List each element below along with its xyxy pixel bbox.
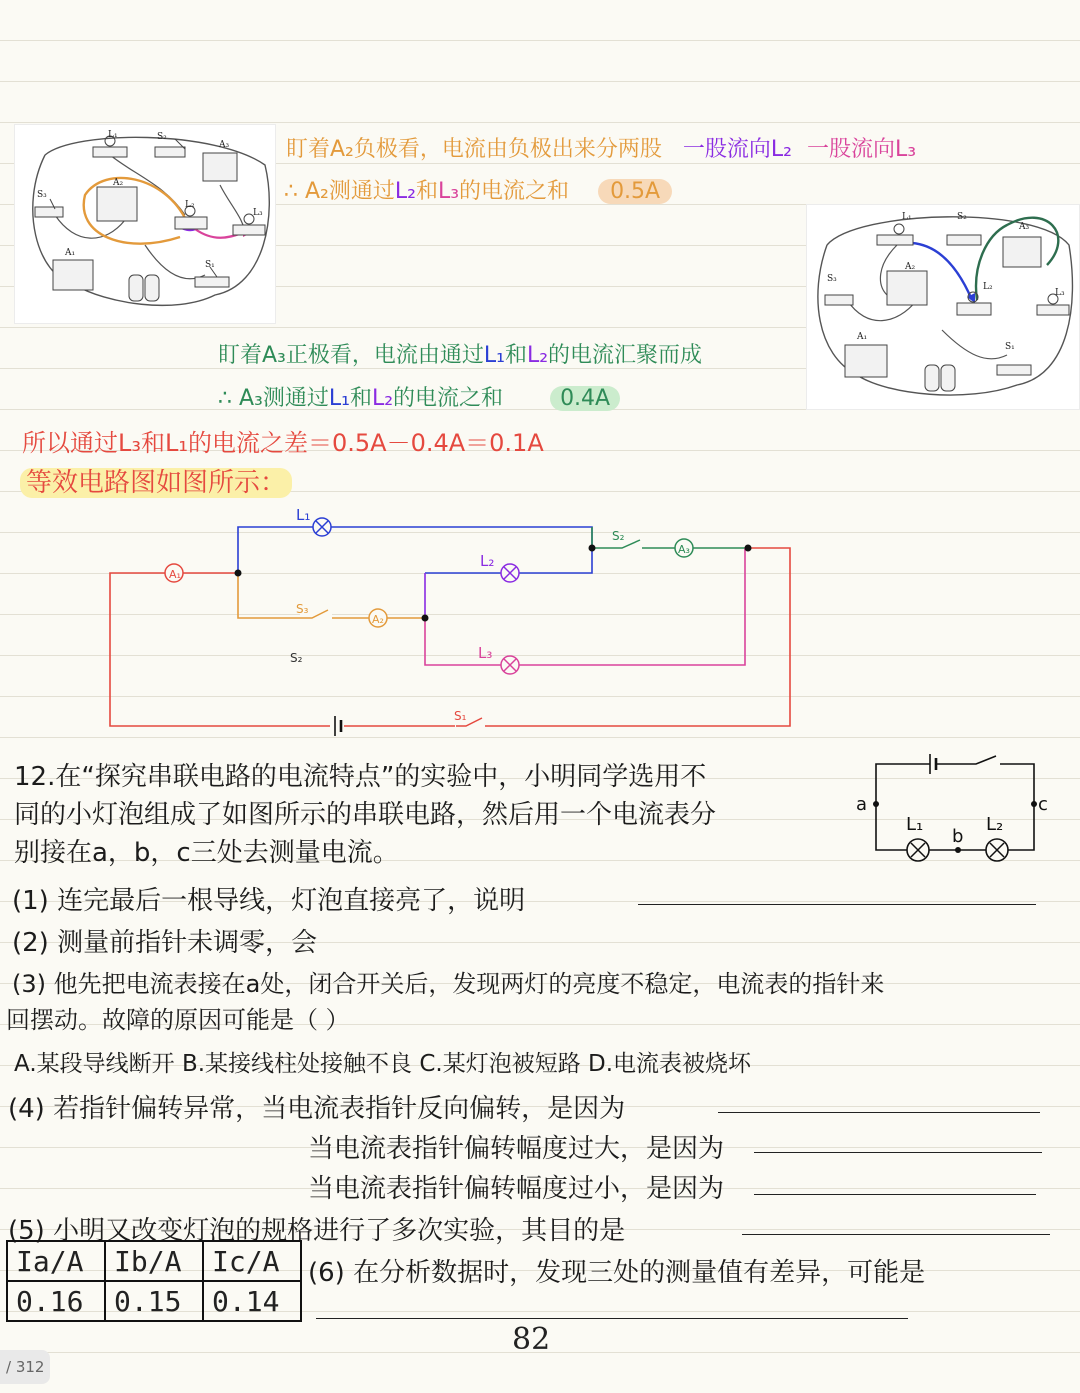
photo-label-s2: S₂ xyxy=(157,132,167,142)
note-a3-positive: 盯着A₃正极看，电流由通过 xyxy=(218,343,484,368)
note-sum: 的电流之和 xyxy=(393,386,504,411)
answer-line-1[interactable] xyxy=(638,904,1036,905)
photo-label-l3: L₃ xyxy=(253,208,263,218)
photo-label-l2: L₂ xyxy=(983,282,993,292)
photo-label-a3: A₃ xyxy=(219,140,230,150)
question-stem-3: 别接在a，b，c三处去测量电流。 xyxy=(14,838,399,868)
answer-line-4b[interactable] xyxy=(754,1152,1042,1153)
note-l2: L₂ xyxy=(394,179,416,204)
question-part-4c: 当电流表指针偏转幅度过小，是因为 xyxy=(308,1174,725,1204)
note-l3: L₃ xyxy=(437,179,460,204)
note-a2-orange: 盯着A₂负极看，电流由负极出来分两股 xyxy=(286,137,662,162)
photo-label-a2: A₂ xyxy=(905,262,916,272)
photo-label-l2: L₂ xyxy=(185,200,195,210)
question-part-6: (6) 在分析数据时，发现三处的测量值有差异，可能是 xyxy=(308,1258,926,1288)
photo-label-s2: S₂ xyxy=(957,212,967,222)
note-l1: L₁ xyxy=(328,386,350,411)
question-part-4b: 当电流表指针偏转幅度过大，是因为 xyxy=(308,1134,725,1164)
note-to-l3: 一股流向L₃ xyxy=(806,137,917,162)
note-line-2 xyxy=(284,174,672,205)
circuit-label-l1: L₁ xyxy=(296,506,311,524)
photo-label-s1: S₁ xyxy=(205,260,215,270)
photo-label-a1: A₁ xyxy=(65,248,76,258)
point-c-label: c xyxy=(1038,794,1048,815)
question-part-2: (2) 测量前指针未调零，会 xyxy=(12,928,318,958)
answer-line-6[interactable] xyxy=(316,1318,908,1319)
note-a2-measures: ∴ A₂测通过 xyxy=(284,179,395,204)
circuit-photo-a3 xyxy=(806,204,1080,410)
note-and: 和 xyxy=(504,343,527,368)
table-cell-ib: 0.15 xyxy=(105,1281,203,1321)
note-l2: L₂ xyxy=(526,343,549,368)
equivalent-circuit-diagram xyxy=(0,500,1080,740)
circuit-label-l2: L₂ xyxy=(480,552,495,570)
question-stem-1: 12.在“探究串联电路的电流特点”的实验中，小明同学选用不 xyxy=(14,762,707,792)
answer-0-5a: 0.5A xyxy=(598,179,672,204)
note-difference: 所以通过L₃和L₁的电流之差＝0.5A－0.4A＝0.1A xyxy=(22,429,544,457)
note-to-l2: 一股流向L₂ xyxy=(682,137,792,162)
table-header-ic: Ic/A xyxy=(203,1241,301,1281)
table-row xyxy=(7,1281,301,1321)
note-and: 和 xyxy=(349,386,372,411)
circuit-label-s2: S₂ xyxy=(612,529,625,543)
answer-line-4c[interactable] xyxy=(754,1194,1036,1195)
photo-label-s3: S₃ xyxy=(37,190,47,200)
note-l2: L₂ xyxy=(371,386,394,411)
table-header-row xyxy=(7,1241,301,1281)
switch-icon xyxy=(936,756,996,764)
circuit-label-a3: A₃ xyxy=(678,543,690,556)
circuit-label-s1: S₁ xyxy=(454,709,467,723)
photo-label-l1: L₁ xyxy=(902,212,912,222)
lamp-l1-label: L₁ xyxy=(906,814,924,835)
circuit-photo-a2 xyxy=(14,124,276,324)
note-and: 和 xyxy=(415,179,438,204)
question-part-1: (1) 连完最后一根导线，灯泡直接亮了，说明 xyxy=(12,886,526,916)
answer-0-4a: 0.4A xyxy=(550,386,620,411)
photo-label-a1: A₁ xyxy=(857,332,868,342)
table-header-ib: Ib/A xyxy=(105,1241,203,1281)
answer-line-4a[interactable] xyxy=(718,1112,1040,1113)
question-part-3a: (3) 他先把电流表接在a处，闭合开关后，发现两灯的亮度不稳定，电流表的指针来 xyxy=(12,970,885,998)
table-cell-ic: 0.14 xyxy=(203,1281,301,1321)
page-counter: / 312 xyxy=(0,1350,50,1384)
question-stem-2: 同的小灯泡组成了如图所示的串联电路，然后用一个电流表分 xyxy=(14,800,717,830)
note-a3-measures: ∴ A₃测通过 xyxy=(218,386,329,411)
circuit-label-s3: S₃ xyxy=(296,602,309,616)
photo-label-l3: L₃ xyxy=(1055,288,1065,298)
circuit-label-s2-stray: S₂ xyxy=(290,651,303,665)
point-a-label: a xyxy=(856,794,868,815)
photo-label-s1: S₁ xyxy=(1005,342,1015,352)
answer-line-5[interactable] xyxy=(742,1234,1050,1235)
lamp-l2-label: L₂ xyxy=(986,814,1004,835)
photo-label-a2: A₂ xyxy=(113,178,124,188)
note-sum: 的电流之和 xyxy=(459,179,570,204)
note-line-4 xyxy=(218,381,620,412)
circuit-label-a2: A₂ xyxy=(372,613,384,626)
page-number: 82 xyxy=(512,1322,551,1357)
photo-label-l1: L₁ xyxy=(108,130,118,140)
point-b-label: b xyxy=(952,826,964,847)
question-part-4a: (4) 若指针偏转异常，当电流表指针反向偏转，是因为 xyxy=(8,1094,626,1124)
table-header-ia: Ia/A xyxy=(7,1241,105,1281)
photo-label-s3: S₃ xyxy=(827,274,837,284)
photo-label-a3: A₃ xyxy=(1019,222,1030,232)
note-equivalent-circuit-text: 等效电路图如图所示： xyxy=(20,468,292,498)
note-converge: 的电流汇聚而成 xyxy=(548,343,703,368)
question-part-3b: 回摆动。故障的原因可能是（ ） xyxy=(6,1006,350,1034)
question-options: A.某段导线断开 B.某接线柱处接触不良 C.某灯泡被短路 D.电流表被烧坏 xyxy=(14,1051,752,1077)
note-line-1 xyxy=(286,132,916,163)
circuit-label-a1: A₁ xyxy=(169,568,181,581)
table-cell-ia: 0.16 xyxy=(7,1281,105,1321)
circuit-label-l3: L₃ xyxy=(478,644,493,662)
note-l1: L₁ xyxy=(483,343,505,368)
series-circuit-diagram xyxy=(850,744,1060,864)
note-equivalent-circuit xyxy=(20,462,292,499)
note-line-3 xyxy=(218,338,702,369)
question-part-5: (5) 小明又改变灯泡的规格进行了多次实验，其目的是 xyxy=(8,1216,626,1246)
measurement-table xyxy=(6,1240,302,1322)
